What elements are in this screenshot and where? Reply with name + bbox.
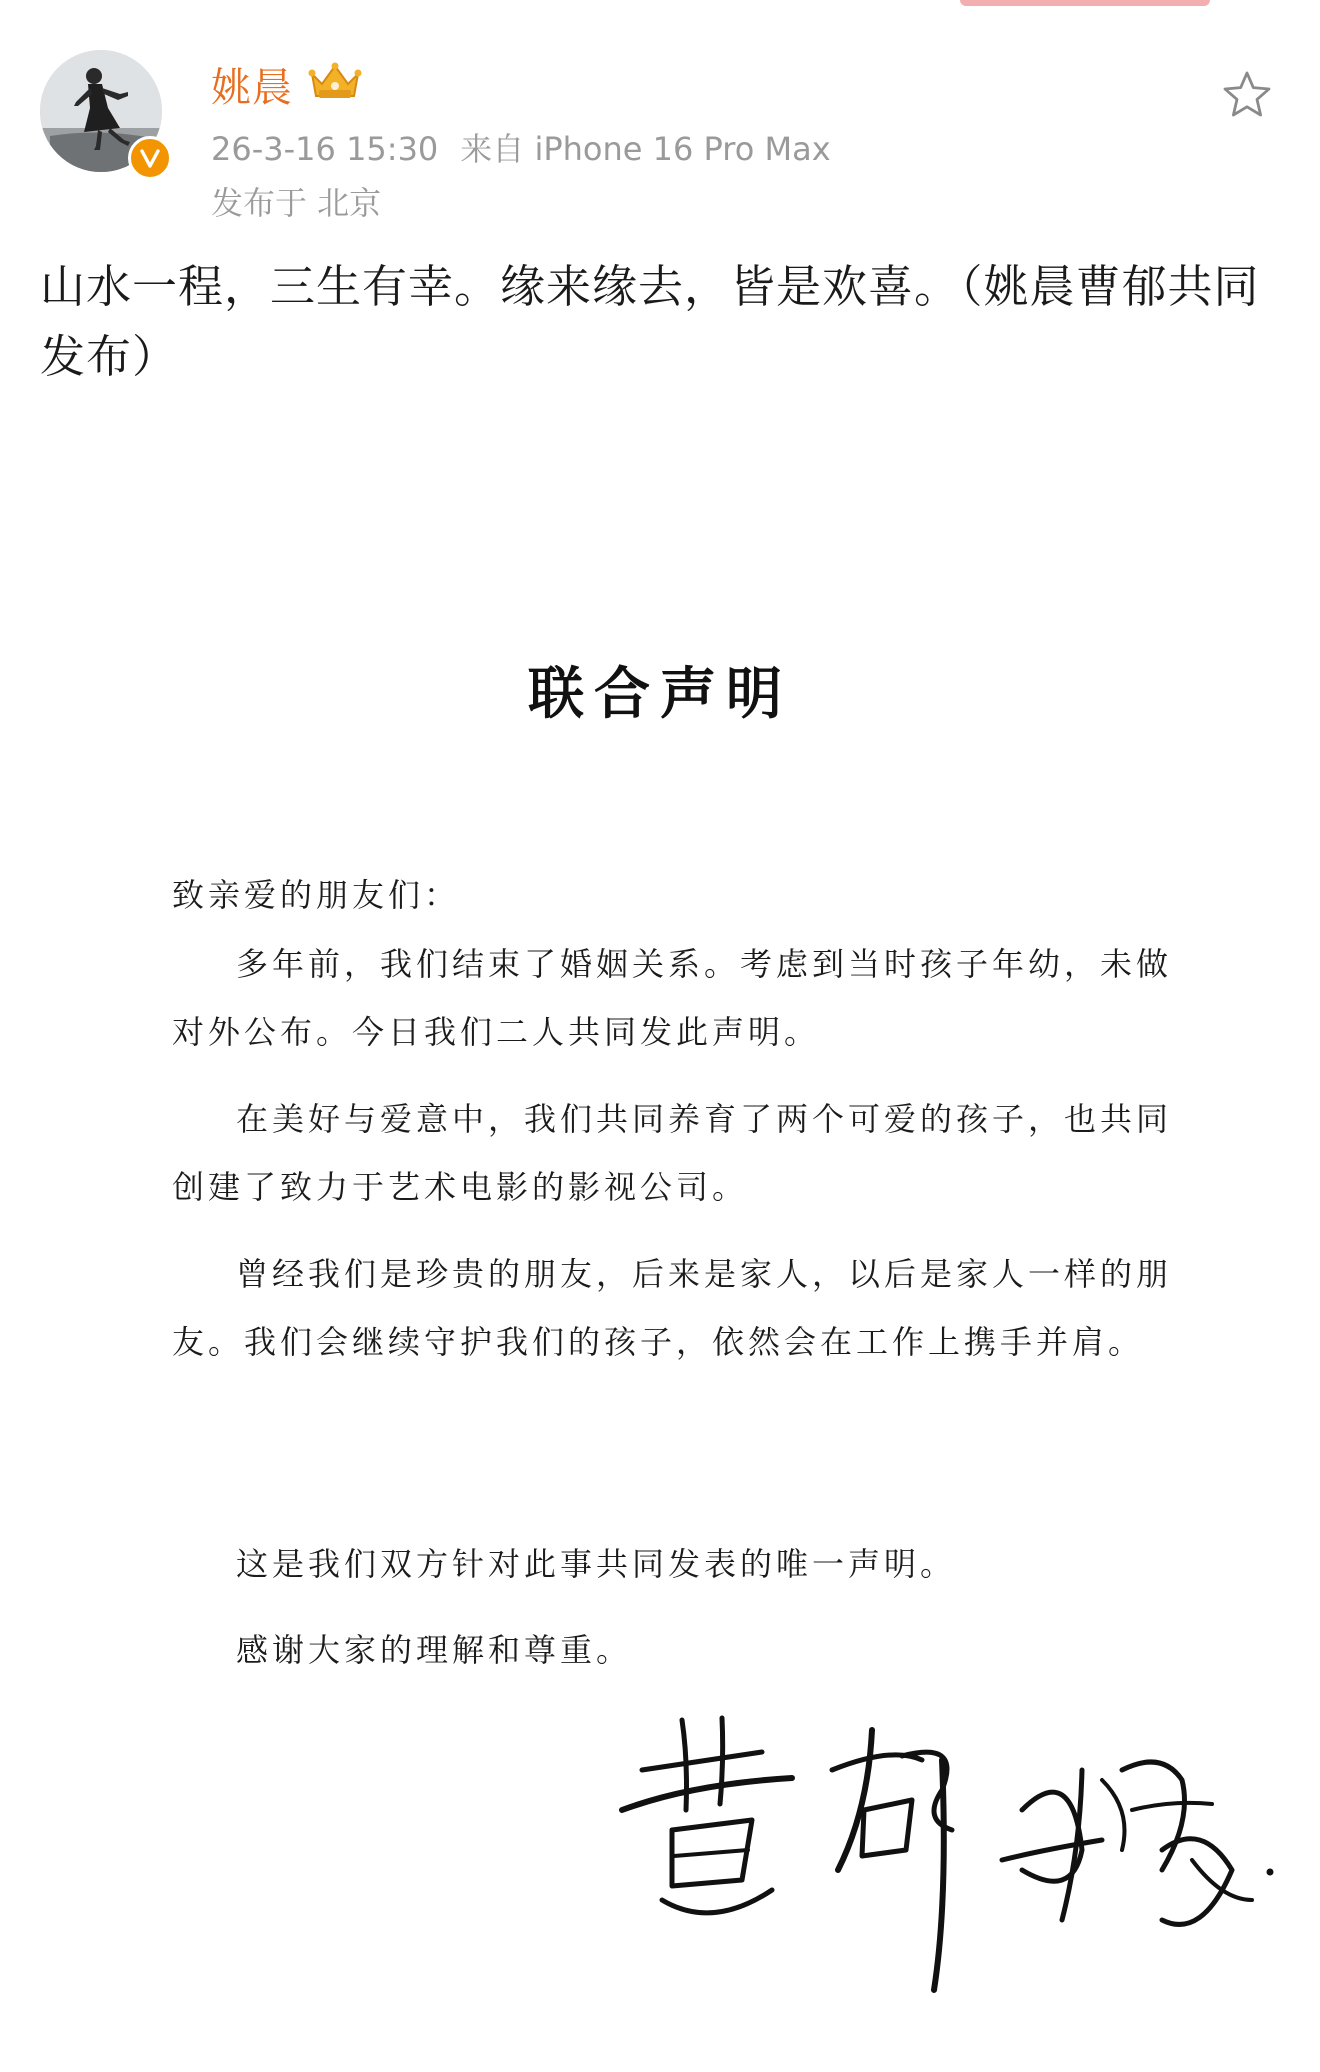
statement-image xyxy=(42,430,1278,2050)
username[interactable]: 姚晨 xyxy=(211,65,293,111)
post-source: 来自 iPhone 16 Pro Max xyxy=(460,130,831,168)
statement-paragraph: 这是我们双方针对此事共同发表的唯一声明。 xyxy=(236,1545,957,1583)
post-meta xyxy=(211,124,831,170)
statement-paragraph: 在美好与爱意中，我们共同养育了两个可爱的孩子，也共同创建了致力于艺术电影的影视公司。 xyxy=(172,1100,1173,1206)
verified-v-icon xyxy=(128,136,172,180)
statement-paragraph: 曾经我们是珍贵的朋友，后来是家人，以后是家人一样的朋友。我们会继续守护我们的孩子，依然会在工作上携手并肩。 xyxy=(172,1255,1173,1361)
statement-paragraph: 感谢大家的理解和尊重。 xyxy=(236,1631,633,1669)
star-outline-icon[interactable] xyxy=(1220,68,1274,122)
post-header xyxy=(40,50,1280,230)
top-highlight-bar xyxy=(960,0,1210,6)
post-text: 山水一程，三生有幸。缘来缘去，皆是欢喜。（姚晨曹郁共同发布） xyxy=(40,260,1260,383)
statement-title: 联合声明 xyxy=(528,661,792,727)
crown-badge-icon[interactable] xyxy=(306,60,364,104)
post-timestamp: 26-3-16 15:30 xyxy=(211,130,439,168)
statement-greeting: 致亲爱的朋友们： xyxy=(172,876,461,914)
handwritten-signature xyxy=(602,1700,1282,2060)
statement-paragraph: 多年前，我们结束了婚姻关系。考虑到当时孩子年幼，未做对外公布。今日我们二人共同发此声明。 xyxy=(172,945,1173,1051)
post-location: 发布于 北京 xyxy=(211,184,382,222)
